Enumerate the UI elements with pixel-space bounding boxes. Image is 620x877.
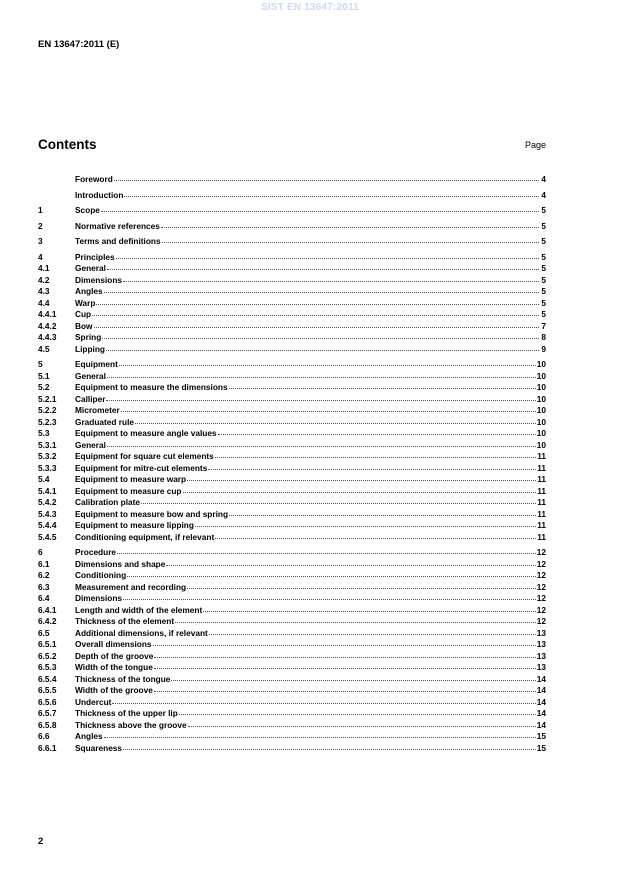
toc-entry-page: 5	[541, 205, 546, 215]
toc-entry[interactable]	[38, 236, 546, 248]
toc-dot-leader	[162, 235, 539, 243]
toc-entry[interactable]	[38, 221, 546, 233]
toc-entry-number: 5.4.1	[38, 485, 57, 496]
toc-entry-number: 6.5.4	[38, 673, 57, 684]
toc-entry-title: Thickness above the groove	[75, 719, 187, 730]
contents-title: Contents	[38, 137, 97, 152]
toc-entry[interactable]	[38, 205, 546, 217]
toc-entry-number: 6.4.2	[38, 616, 57, 626]
toc-entry-title: Thickness of the upper lip	[75, 708, 178, 718]
toc-dot-leader	[215, 531, 536, 539]
toc-entry-page: 5	[541, 263, 546, 273]
toc-entry-number: 2	[38, 220, 43, 231]
toc-entry-page: 11	[537, 485, 546, 496]
toc-entry-number: 6.5.5	[38, 685, 57, 695]
toc-entry-title: Graduated rule	[75, 416, 135, 427]
toc-dot-leader	[183, 485, 537, 493]
toc-entry-page: 14	[536, 685, 546, 695]
watermark: SIST EN 13647:2011	[260, 2, 360, 13]
toc-entry-title: Width of the tongue	[75, 662, 153, 672]
toc-entry-title: Equipment to measure warp	[75, 474, 187, 484]
table-of-contents	[38, 174, 546, 758]
toc-dot-leader	[195, 519, 536, 527]
toc-entry-title: Length and width of the element	[75, 604, 203, 615]
toc-entry-number: 6.5	[38, 627, 50, 638]
toc-entry-title: Cup	[75, 309, 92, 319]
toc-dot-leader	[171, 673, 535, 681]
toc-entry-title: Scope	[75, 205, 100, 215]
toc-entry-number: 5.4.3	[38, 508, 57, 519]
toc-dot-leader	[106, 393, 535, 401]
toc-entry-number: 6.6	[38, 731, 50, 741]
toc-entry-title: Dimensions and shape	[75, 558, 166, 569]
toc-section-group	[38, 221, 546, 233]
toc-dot-leader	[215, 450, 536, 458]
toc-entry[interactable]	[38, 344, 546, 356]
toc-entry-title: Depth of the groove	[75, 650, 154, 661]
toc-dot-leader	[179, 707, 536, 715]
document-id: EN 13647:2011 (E)	[38, 39, 120, 50]
toc-entry-number: 5.3.2	[38, 451, 57, 461]
toc-entry-title: Equipment for square cut elements	[75, 451, 214, 461]
toc-entry-number: 6.5.7	[38, 708, 57, 718]
toc-entry-title: Overall dimensions	[75, 639, 152, 649]
toc-entry-number: 5.1	[38, 370, 50, 381]
toc-entry-title: Equipment to measure the dimensions	[75, 382, 228, 392]
toc-entry-page: 4	[541, 189, 546, 200]
toc-entry-page: 10	[536, 428, 546, 438]
toc-entry-title: Equipment for mitre-cut elements	[75, 462, 208, 473]
toc-entry-title: Equipment to measure lipping	[75, 520, 194, 530]
toc-entry-number: 6.4	[38, 593, 50, 603]
toc-dot-leader	[102, 331, 539, 339]
toc-entry-number: 4.2	[38, 274, 50, 285]
toc-entry-title: Equipment to measure cup	[75, 485, 182, 496]
toc-entry-title: Terms and definitions	[75, 236, 161, 246]
toc-entry-page: 5	[541, 236, 546, 246]
toc-entry-page: 13	[536, 627, 546, 638]
toc-entry-title: Conditioning	[75, 570, 127, 580]
toc-entry-page: 13	[536, 650, 546, 661]
toc-entry[interactable]	[38, 532, 546, 544]
toc-entry-title: Introduction	[75, 189, 124, 200]
toc-entry-number: 5.2	[38, 382, 50, 392]
toc-dot-leader	[104, 285, 539, 293]
toc-entry[interactable]	[38, 174, 546, 186]
toc-dot-leader	[123, 274, 539, 282]
toc-entry-number: 1	[38, 205, 43, 215]
toc-dot-leader	[209, 627, 536, 635]
toc-entry-title: Calliper	[75, 393, 106, 404]
toc-entry-number: 6.2	[38, 570, 50, 580]
toc-entry-page: 10	[536, 439, 546, 450]
toc-entry-page: 10	[536, 359, 546, 369]
toc-entry-number: 6.3	[38, 581, 50, 592]
toc-entry-title: Micrometer	[75, 405, 120, 415]
toc-entry-title: Normative references	[75, 220, 160, 231]
toc-entry-title: General	[75, 439, 106, 450]
toc-entry-page: 9	[541, 343, 546, 354]
toc-dot-leader	[112, 696, 535, 704]
toc-entry-page: 11	[537, 508, 546, 519]
toc-entry-page: 15	[536, 731, 546, 741]
toc-entry-page: 8	[541, 332, 546, 342]
toc-entry-page: 11	[537, 451, 546, 461]
toc-section-group	[38, 252, 546, 356]
toc-entry-number: 6.5.6	[38, 696, 57, 707]
toc-entry-page: 14	[536, 719, 546, 730]
toc-dot-leader	[153, 638, 536, 646]
toc-dot-leader	[107, 262, 539, 270]
toc-dot-leader	[94, 320, 539, 328]
toc-dot-leader	[161, 220, 539, 228]
toc-entry-title: Calibration plate	[75, 497, 141, 507]
toc-dot-leader	[229, 508, 536, 516]
toc-dot-leader	[92, 308, 539, 316]
toc-dot-leader	[127, 569, 536, 577]
toc-entry-number: 5.3.3	[38, 462, 57, 473]
toc-entry-title: Lipping	[75, 343, 105, 354]
toc-entry-page: 11	[537, 474, 546, 484]
toc-entry-number: 5.2.3	[38, 416, 57, 427]
toc-entry-title: Equipment to measure bow and spring	[75, 508, 229, 519]
toc-entry-number: 5.3.1	[38, 439, 57, 450]
toc-entry-number: 5.4	[38, 474, 50, 484]
toc-entry-page: 12	[536, 547, 546, 557]
toc-dot-leader	[154, 650, 535, 658]
toc-dot-leader	[188, 719, 536, 727]
toc-entry-page: 12	[536, 616, 546, 626]
toc-entry-number: 4.5	[38, 343, 50, 354]
toc-dot-leader	[229, 381, 536, 389]
toc-entry-page: 13	[536, 662, 546, 672]
toc-entry-page: 5	[541, 286, 546, 296]
toc-entry-title: Bow	[75, 320, 93, 331]
toc-dot-leader	[187, 473, 536, 481]
toc-dot-leader	[117, 546, 536, 554]
toc-entry-number: 4.4.1	[38, 309, 57, 319]
toc-dot-leader	[116, 251, 539, 259]
toc-entry-page: 12	[536, 558, 546, 569]
footer-page-number: 2	[38, 836, 44, 847]
toc-entry-title: Principles	[75, 251, 115, 262]
toc-entry-page: 15	[536, 742, 546, 753]
toc-entry[interactable]	[38, 190, 546, 202]
toc-entry[interactable]	[38, 743, 546, 755]
toc-dot-leader	[123, 592, 536, 600]
toc-entry-number: 5.4.5	[38, 531, 57, 542]
toc-entry-title: Conditioning equipment, if relevant	[75, 531, 215, 542]
toc-dot-leader	[154, 661, 536, 669]
toc-entry-title: Width of the groove	[75, 685, 153, 695]
toc-entry-page: 14	[536, 696, 546, 707]
toc-section-group	[38, 359, 546, 543]
toc-entry-title: Equipment	[75, 359, 118, 369]
toc-entry-number: 5.4.4	[38, 520, 57, 530]
toc-entry-number: 4.4	[38, 297, 50, 308]
toc-entry-title: General	[75, 263, 106, 273]
toc-dot-leader	[107, 370, 536, 378]
toc-entry-number: 5.3	[38, 428, 50, 438]
toc-entry-page: 5	[541, 297, 546, 308]
toc-section-group	[38, 547, 546, 754]
toc-entry-number: 4	[38, 251, 43, 262]
toc-dot-leader	[154, 684, 536, 692]
toc-entry-number: 5	[38, 359, 43, 369]
toc-entry-number: 6.5.1	[38, 639, 57, 649]
toc-entry-title: Measurement and recording	[75, 581, 187, 592]
toc-entry-page: 11	[537, 497, 546, 507]
toc-dot-leader	[203, 604, 536, 612]
toc-dot-leader	[175, 615, 536, 623]
toc-dot-leader	[104, 730, 536, 738]
toc-dot-leader	[123, 742, 536, 750]
toc-dot-leader	[114, 173, 539, 181]
toc-dot-leader	[121, 404, 536, 412]
toc-entry-page: 5	[541, 220, 546, 231]
toc-entry-title: Undercut	[75, 696, 112, 707]
toc-dot-leader	[106, 343, 539, 351]
toc-entry-page: 5	[541, 309, 546, 319]
toc-entry-number: 6.5.3	[38, 662, 57, 672]
toc-entry-page: 10	[536, 382, 546, 392]
toc-entry-title: Angles	[75, 286, 103, 296]
toc-entry-number: 4.1	[38, 263, 50, 273]
toc-entry-page: 12	[536, 604, 546, 615]
toc-entry-number: 6.4.1	[38, 604, 57, 615]
toc-dot-leader	[96, 297, 539, 305]
toc-section-group	[38, 174, 546, 186]
toc-entry-number: 6	[38, 547, 43, 557]
toc-dot-leader	[187, 581, 536, 589]
toc-entry-page: 7	[541, 320, 546, 331]
toc-entry-page: 10	[536, 370, 546, 381]
toc-entry-title: Thickness of the element	[75, 616, 175, 626]
toc-entry-number: 4.3	[38, 286, 50, 296]
toc-entry-page: 13	[536, 639, 546, 649]
toc-entry-page: 14	[536, 708, 546, 718]
toc-entry-page: 10	[536, 393, 546, 404]
toc-dot-leader	[135, 416, 536, 424]
toc-entry-page: 5	[541, 274, 546, 285]
toc-entry-title: Angles	[75, 731, 103, 741]
toc-dot-leader	[166, 558, 535, 566]
toc-entry-page: 12	[536, 593, 546, 603]
toc-entry-number: 6.6.1	[38, 742, 57, 753]
toc-entry-number: 5.2.1	[38, 393, 57, 404]
toc-entry-page: 10	[536, 405, 546, 415]
toc-entry-title: Procedure	[75, 547, 117, 557]
toc-section-group	[38, 205, 546, 217]
toc-entry-page: 14	[536, 673, 546, 684]
toc-section-group	[38, 190, 546, 202]
toc-entry-title: Spring	[75, 332, 102, 342]
toc-dot-leader	[208, 462, 536, 470]
toc-entry-page: 4	[541, 174, 546, 184]
toc-entry-page: 10	[536, 416, 546, 427]
page-column-label: Page	[524, 140, 546, 150]
toc-dot-leader	[119, 358, 536, 366]
toc-entry-page: 11	[537, 520, 546, 530]
toc-entry-title: Warp	[75, 297, 96, 308]
toc-dot-leader	[124, 189, 539, 197]
toc-section-group	[38, 236, 546, 248]
toc-dot-leader	[218, 427, 536, 435]
toc-entry-number: 3	[38, 236, 43, 246]
toc-entry-page: 5	[541, 251, 546, 262]
toc-entry-number: 6.5.2	[38, 650, 57, 661]
toc-entry-number: 5.2.2	[38, 405, 57, 415]
toc-entry-number: 6.5.8	[38, 719, 57, 730]
toc-entry-title: Equipment to measure angle values	[75, 428, 217, 438]
toc-entry-title: Thickness of the tongue	[75, 673, 171, 684]
toc-entry-number: 5.4.2	[38, 497, 57, 507]
toc-entry-number: 4.4.3	[38, 332, 57, 342]
toc-entry-title: Dimensions	[75, 593, 123, 603]
toc-entry-title: Additional dimensions, if relevant	[75, 627, 208, 638]
toc-entry-page: 12	[536, 570, 546, 580]
toc-dot-leader	[141, 496, 536, 504]
toc-entry-page: 11	[537, 531, 546, 542]
toc-entry-page: 12	[536, 581, 546, 592]
toc-entry-title: General	[75, 370, 106, 381]
toc-entry-number: 6.1	[38, 558, 50, 569]
toc-dot-leader	[101, 204, 539, 212]
toc-entry-title: Squareness	[75, 742, 123, 753]
toc-dot-leader	[107, 439, 536, 447]
toc-entry-number: 4.4.2	[38, 320, 57, 331]
toc-entry-title: Foreword	[75, 174, 113, 184]
toc-entry-title: Dimensions	[75, 274, 123, 285]
toc-entry-page: 11	[537, 462, 546, 473]
